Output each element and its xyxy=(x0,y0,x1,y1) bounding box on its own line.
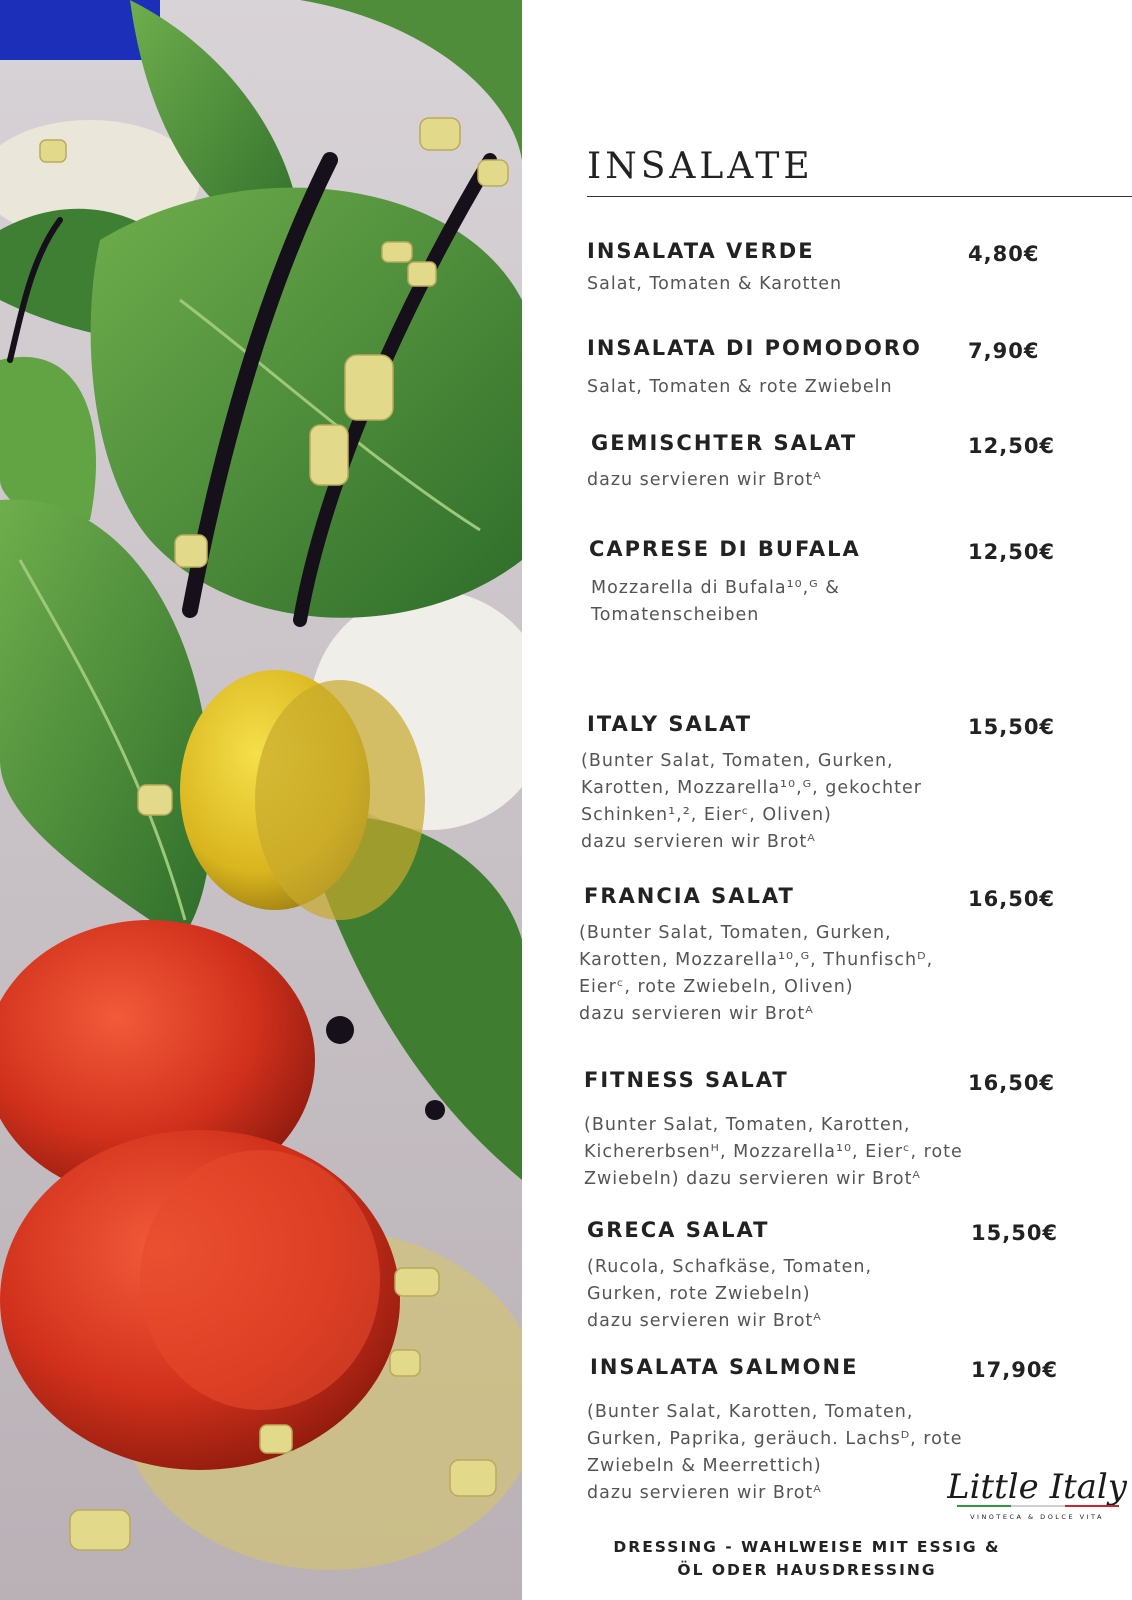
item-description: (Bunter Salat, Tomaten, Karotten, xyxy=(584,1115,911,1135)
item-description: (Bunter Salat, Tomaten, Gurken, xyxy=(579,923,892,943)
item-description: Kichererbsenᴴ, Mozzarella¹⁰, Eierᶜ, rote xyxy=(584,1142,963,1162)
item-price: 12,50€ xyxy=(968,434,1056,458)
dressing-line: ÖL ODER HAUSDRESSING xyxy=(677,1561,937,1579)
item-description: dazu servieren wir Brotᴬ xyxy=(579,1004,814,1024)
item-description: Tomatenscheiben xyxy=(591,605,760,625)
item-description: dazu servieren wir Brotᴬ xyxy=(581,832,816,852)
logo-script: Little Italy xyxy=(947,1467,1127,1507)
item-price: 15,50€ xyxy=(971,1221,1059,1245)
item-description: (Bunter Salat, Tomaten, Gurken, xyxy=(581,751,894,771)
item-price: 15,50€ xyxy=(968,715,1056,739)
salad-photo xyxy=(0,0,522,1600)
item-description: Salat, Tomaten & rote Zwiebeln xyxy=(587,377,893,397)
item-description: Gurken, Paprika, geräuch. Lachsᴰ, rote xyxy=(587,1429,963,1449)
item-name: CAPRESE DI BUFALA xyxy=(589,537,861,561)
item-description: Karotten, Mozzarella¹⁰,ᴳ, gekochter xyxy=(581,778,922,798)
item-price: 12,50€ xyxy=(968,540,1056,564)
dressing-line: DRESSING - WAHLWEISE MIT ESSIG & xyxy=(613,1538,1001,1556)
menu-panel xyxy=(522,0,1132,1600)
item-name: ITALY SALAT xyxy=(587,712,753,736)
item-price: 17,90€ xyxy=(971,1358,1059,1382)
item-description: dazu servieren wir Brotᴬ xyxy=(587,470,822,490)
item-description: Salat, Tomaten & Karotten xyxy=(587,274,843,294)
item-price: 16,50€ xyxy=(968,887,1056,911)
item-name: INSALATA VERDE xyxy=(587,239,815,263)
item-description: Zwiebeln & Meerrettich) xyxy=(587,1456,822,1476)
item-price: 7,90€ xyxy=(968,339,1040,363)
item-description: Zwiebeln) dazu servieren wir Brotᴬ xyxy=(584,1169,921,1189)
item-price: 4,80€ xyxy=(968,242,1040,266)
item-description: Karotten, Mozzarella¹⁰,ᴳ, Thunfischᴰ, xyxy=(579,950,934,970)
item-description: Gurken, rote Zwiebeln) xyxy=(587,1284,811,1304)
item-description: dazu servieren wir Brotᴬ xyxy=(587,1311,822,1331)
logo-tagline: VINOTECA & DOLCE VITA xyxy=(970,1513,1104,1521)
item-description: (Rucola, Schafkäse, Tomaten, xyxy=(587,1257,873,1277)
item-description: (Bunter Salat, Karotten, Tomaten, xyxy=(587,1402,914,1422)
section-title: INSALATE xyxy=(587,146,814,187)
item-description: Schinken¹,², Eierᶜ, Oliven) xyxy=(581,805,832,825)
item-name: FRANCIA SALAT xyxy=(584,884,795,908)
item-name: INSALATA SALMONE xyxy=(590,1355,859,1379)
item-name: GRECA SALAT xyxy=(587,1218,770,1242)
item-description: Mozzarella di Bufala¹⁰,ᴳ & xyxy=(591,578,840,598)
item-price: 16,50€ xyxy=(968,1071,1056,1095)
little-italy-logo xyxy=(947,1460,1127,1525)
item-name: FITNESS SALAT xyxy=(584,1068,789,1092)
item-description: dazu servieren wir Brotᴬ xyxy=(587,1483,822,1503)
title-divider xyxy=(587,196,1132,197)
dressing-note xyxy=(582,1536,1032,1582)
item-name: INSALATA DI POMODORO xyxy=(587,336,922,360)
item-name: GEMISCHTER SALAT xyxy=(591,431,858,455)
item-description: Eierᶜ, rote Zwiebeln, Oliven) xyxy=(579,977,854,997)
